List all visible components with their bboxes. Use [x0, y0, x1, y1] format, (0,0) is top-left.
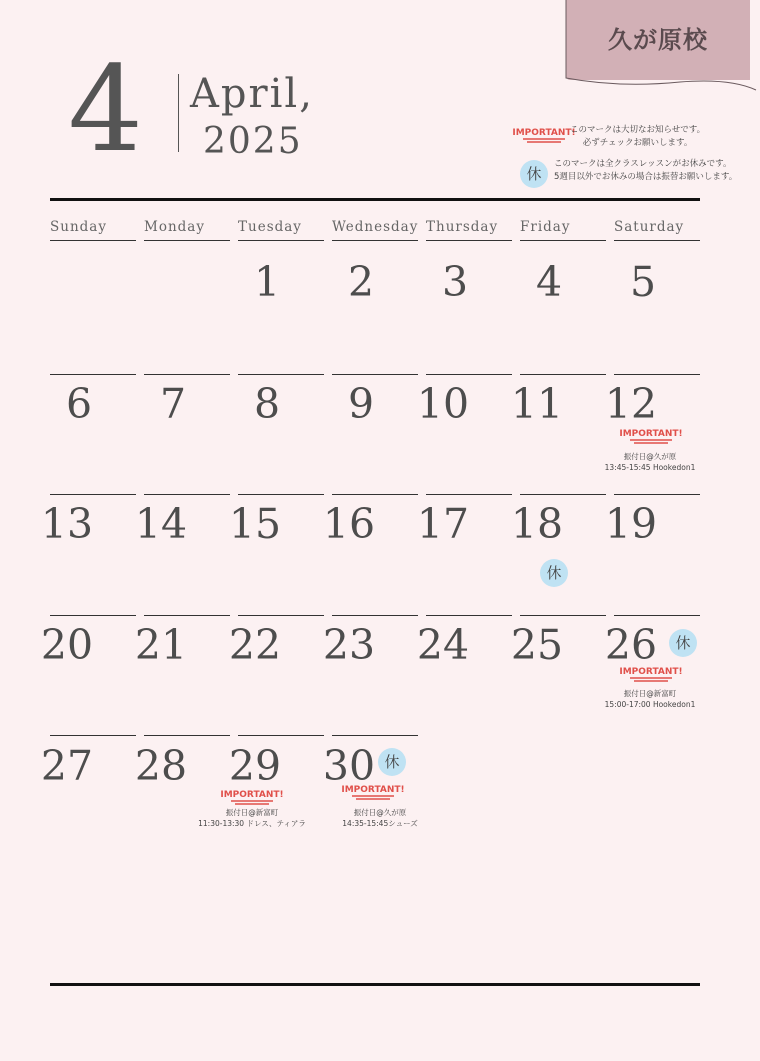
day-28: 28 — [134, 742, 188, 790]
weekday-saturday: Saturday — [614, 219, 700, 241]
week-line — [50, 374, 136, 375]
week-line — [614, 494, 700, 495]
week-line — [332, 494, 418, 495]
event-note-line1: 振付日@新富町 — [623, 689, 677, 698]
day-25: 25 — [510, 621, 564, 669]
week-line — [520, 494, 606, 495]
rest-mark-icon: 休 — [378, 748, 406, 776]
event-note-line1: 振付日@久が原 — [623, 452, 677, 461]
week-line — [238, 494, 324, 495]
event-note-apr26 — [590, 688, 710, 710]
day-7: 7 — [159, 380, 187, 428]
rest-mark-icon: 休 — [669, 629, 697, 657]
week-line — [332, 374, 418, 375]
day-29: 29 — [228, 742, 282, 790]
top-rule — [50, 198, 700, 201]
svg-text:IMPORTANT!: IMPORTANT! — [220, 790, 284, 800]
legend-rest-text — [554, 158, 737, 184]
weekday-monday: Monday — [144, 219, 230, 241]
day-14: 14 — [134, 500, 188, 548]
day-21: 21 — [134, 621, 188, 669]
day-10: 10 — [416, 380, 470, 428]
week-line — [238, 735, 324, 736]
month-name: April, — [190, 71, 314, 117]
weekday-tuesday: Tuesday — [238, 219, 324, 241]
important-badge-icon — [220, 785, 284, 807]
legend-rest-line2: 5週目以外でお休みの場合は振替お願いします。 — [554, 172, 738, 182]
bottom-rule — [50, 983, 700, 986]
day-13: 13 — [40, 500, 94, 548]
week-line — [238, 615, 324, 616]
month-number: 4 — [68, 40, 144, 178]
weekday-wednesday: Wednesday — [332, 219, 418, 241]
rest-mark-icon: 休 — [520, 160, 548, 188]
day-15: 15 — [228, 500, 282, 548]
svg-text:IMPORTANT!: IMPORTANT! — [512, 128, 576, 138]
week-line — [614, 615, 700, 616]
day-5: 5 — [629, 258, 657, 306]
event-note-line2: 15:00-17:00 Hookedon1 — [604, 700, 696, 709]
school-name: 久が原校 — [608, 26, 708, 54]
important-badge-icon — [619, 424, 683, 446]
day-1: 1 — [253, 258, 281, 306]
day-30: 30 — [322, 742, 376, 790]
event-note-line2: 14:35-15:45シューズ — [342, 819, 418, 828]
weekday-thursday: Thursday — [426, 219, 512, 241]
week-line — [520, 374, 606, 375]
svg-text:IMPORTANT!: IMPORTANT! — [619, 429, 683, 439]
week-line — [614, 374, 700, 375]
week-line — [144, 494, 230, 495]
week-line — [144, 374, 230, 375]
event-note-apr30 — [320, 807, 440, 829]
event-note-line1: 振付日@新富町 — [225, 808, 279, 817]
week-line — [50, 615, 136, 616]
week-line — [50, 735, 136, 736]
important-badge-icon — [341, 780, 405, 802]
day-17: 17 — [416, 500, 470, 548]
svg-text:IMPORTANT!: IMPORTANT! — [341, 785, 405, 795]
day-4: 4 — [535, 258, 563, 306]
event-note-apr29 — [192, 807, 312, 829]
legend-rest-line1: このマークは全クラスレッスンがお休みです。 — [554, 159, 732, 169]
week-line — [144, 615, 230, 616]
day-26: 26 — [604, 621, 658, 669]
day-20: 20 — [40, 621, 94, 669]
day-9: 9 — [347, 380, 375, 428]
week-line — [426, 615, 512, 616]
week-line — [520, 615, 606, 616]
week-line — [426, 494, 512, 495]
day-11: 11 — [510, 380, 564, 428]
week-line — [332, 615, 418, 616]
svg-text:IMPORTANT!: IMPORTANT! — [619, 667, 683, 677]
day-3: 3 — [441, 258, 469, 306]
day-8: 8 — [253, 380, 281, 428]
week-line — [144, 735, 230, 736]
event-note-line2: 13:45-15:45 Hookedon1 — [604, 463, 696, 472]
event-note-line2: 11:30-13:30 ドレス、ティアラ — [198, 819, 306, 828]
event-note-line1: 振付日@久が原 — [353, 808, 407, 817]
important-badge-icon — [619, 662, 683, 684]
header-divider — [178, 74, 179, 152]
important-badge-icon — [512, 123, 576, 145]
week-line — [426, 374, 512, 375]
day-23: 23 — [322, 621, 376, 669]
day-27: 27 — [40, 742, 94, 790]
event-note-apr12 — [590, 451, 710, 473]
day-2: 2 — [347, 258, 375, 306]
legend-important-line2: 必ずチェックお願いします。 — [582, 138, 693, 148]
day-22: 22 — [228, 621, 282, 669]
day-18: 18 — [510, 500, 564, 548]
week-line — [332, 735, 418, 736]
year: 2025 — [203, 121, 303, 162]
day-24: 24 — [416, 621, 470, 669]
day-19: 19 — [604, 500, 658, 548]
legend-important-line1: このマークは大切なお知らせです。 — [570, 125, 706, 135]
day-16: 16 — [322, 500, 376, 548]
week-line — [238, 374, 324, 375]
weekday-friday: Friday — [520, 219, 606, 241]
rest-mark-icon: 休 — [540, 559, 568, 587]
weekday-sunday: Sunday — [50, 219, 136, 241]
day-6: 6 — [65, 380, 93, 428]
week-line — [50, 494, 136, 495]
legend-important-text — [570, 124, 705, 150]
day-12: 12 — [604, 380, 658, 428]
